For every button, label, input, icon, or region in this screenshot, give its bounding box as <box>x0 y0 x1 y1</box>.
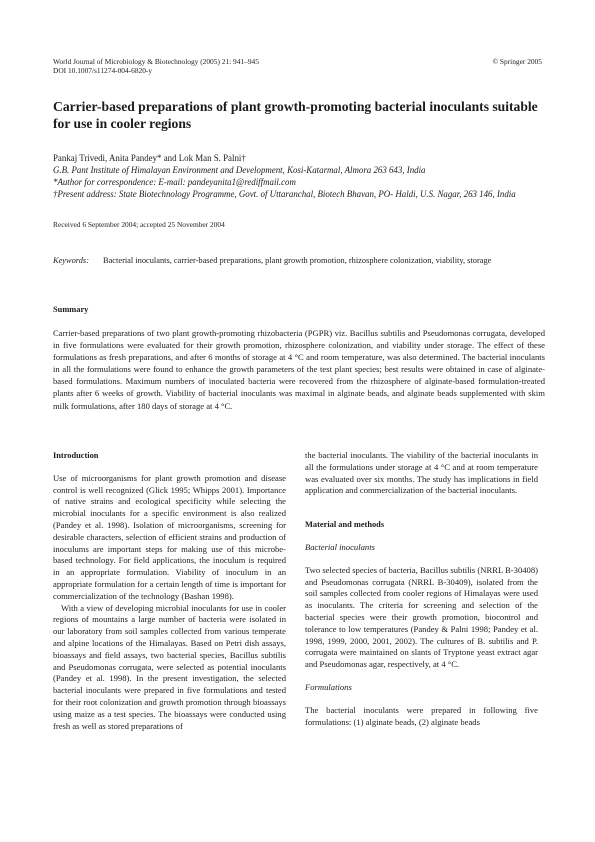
author-list: Pankaj Trivedi, Anita Pandey* and Lok Man S. Palni† <box>53 153 246 163</box>
author-block <box>53 152 548 200</box>
introduction-paragraph: Use of microorganisms for plant growth promotion and disease control is well recognized (Glick 1995; Whipps 2001). Importance of native strains and ecological specificity while selecting the microbial inoculants for a specific environment is also realized (Pandey et al. 1998). Isolation of microorganisms, screening for desirable characters, selection of efficient strains and production of inoculums are important steps for making use of this microbe-based technology. For field applications, the inoculum is required in an appropriate formulation. Viability of inoculum in an appropriate formulation for a certain length of time is important for commercialization of the technology (Bashan 1998). <box>53 472 286 601</box>
doi: DOI 10.1007/s11274-004-6820-y <box>53 66 153 76</box>
introduction-paragraph: With a view of developing microbial inoculants for use in cooler regions of mountains a large number of bacteria were isolated in our laboratory from soil samples collected from various temperate and alpine locations of the Himalayas. Based on Petri dish assays, bioassays and field assays, two bacterial species, Bacillus subtilis and Pseudomonas corrugata, were selected as potential inoculants (Pandey et al. 1998). In the present investigation, the selected bacterial inoculants were prepared in five formulations and tested for their root colonization and growth promotion through bioassays using maize as a test species. The bioassays were conducted using fresh as well as stored preparations of <box>53 602 286 731</box>
correspondence: *Author for correspondence: E-mail: pandeyanita1@rediffmail.com <box>53 177 296 187</box>
publisher-notice: © Springer 2005 <box>492 57 542 66</box>
affiliation: G.B. Pant Institute of Himalayan Environment and Development, Kosi-Katarmal, Almora 263 643, India <box>53 165 426 175</box>
methods-heading: Material and methods <box>305 520 385 530</box>
summary-text: Carrier-based preparations of two plant growth-promoting rhizobacteria (PGPR) viz. Bacillus subtilis and Pseudomonas corrugata, developed in five formulations were evaluated for their growth promotion, rhizosphere colonization, and viability under storage. The effect of these formulations as fresh preparations, and after 6 months of storage at 4 °C and room temperature, was also determined. The bacterial inoculants in all the formulations were found to enhance the growth parameters of the test plant species; best results were obtained in case of alginate-based formulations. Maximum numbers of inoculated bacteria were recovered from the rhizosphere of alginate-based formulation-treated plants after 6 weeks of growth. Viability of bacterial inoculants was maximal in alginate beads, and alginate beads supplemented with skim milk formulations, after 180 days of storage at 4 °C. <box>53 328 545 411</box>
methods-paragraph: Two selected species of bacteria, Bacillus subtilis (NRRL B-30408) and Pseudomonas corrugata (NRRL B-30409), isolated from the soil samples collected from cooler regions of Himalayas were used as inoculants. The criteria for screening and selection of the bacterial species were their growth promotion, biocontrol and tolerance to low temperatures (Pandey & Palni 1998; Pandey et al. 1998, 1999, 2000, 2001, 2002). The cultures of B. subtilis and P. corrugata were maintained on slants of Tryptone yeast extract agar and Pseudomonas agar, respectively, at 4 °C. <box>305 564 538 670</box>
introduction-paragraph: the bacterial inoculants. The viability of the bacterial inoculants in all the formulations under storage at 4 °C and at room temperature was evaluated over six months. The study has implications in field application and commercialization of the bacterial inoculants. <box>305 450 538 496</box>
subsection-heading: Bacterial inoculants <box>305 541 375 552</box>
present-address: †Present address: State Biotechnology Programme, Govt. of Uttaranchal, Biotech Bhavan, PO- Haldi, U.S. Nagar, 263 146, India <box>53 189 516 199</box>
keywords-label: Keywords: <box>53 256 89 265</box>
received-dates: Received 6 September 2004; accepted 25 November 2004 <box>53 220 225 229</box>
introduction-heading: Introduction <box>53 451 99 460</box>
summary-heading: Summary <box>53 305 89 314</box>
right-column <box>305 450 538 728</box>
keywords-text: Bacterial inoculants, carrier-based preparations, plant growth promotion, rhizosphere colonization, viability, storage <box>103 256 492 265</box>
paper-title: Carrier-based preparations of plant growth-promoting bacterial inoculants suitable for use in cooler regions <box>53 99 538 131</box>
keywords-block <box>53 255 545 267</box>
journal-citation: World Journal of Microbiology & Biotechnology (2005) 21: 941–945 <box>53 57 259 66</box>
subsection-heading: Formulations <box>305 681 352 692</box>
methods-paragraph: The bacterial inoculants were prepared in following five formulations: (1) alginate beads, (2) alginate beads <box>305 704 538 727</box>
left-column <box>53 450 286 732</box>
journal-header <box>53 57 259 75</box>
